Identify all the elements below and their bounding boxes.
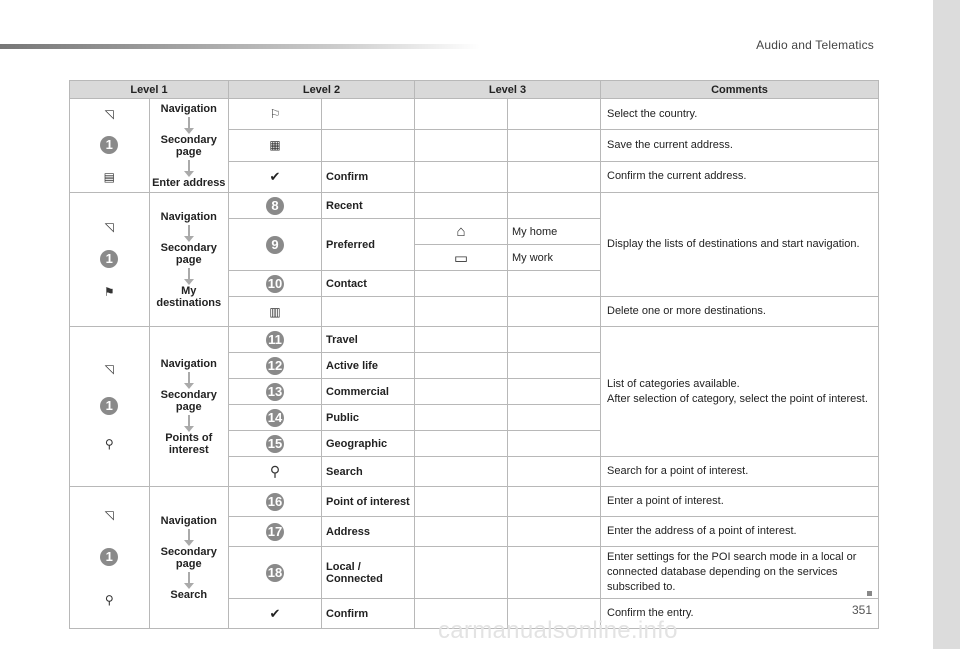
level3-icon-cell [415,327,508,353]
badge-8: 8 [266,197,284,215]
badge-13: 13 [267,383,283,399]
badge-16: 16 [267,493,283,509]
level2-badge-cell [229,193,322,219]
level3-icon-cell [415,245,508,271]
level1-secondary-label: Secondary page [160,241,217,266]
arrow-down-icon [188,268,190,280]
level1-points-of-interest-label: Points of interest [165,431,213,456]
page-edge-sidebar [933,0,960,649]
comment-cell: Confirm the entry. [601,599,879,629]
comment-cell: Search for a point of interest. [601,457,879,487]
level1-path-cell [149,327,229,487]
briefcase-icon: ▭ [453,249,469,267]
level3-label-cell [508,353,601,379]
comment-cell: Enter settings for the POI search mode in a local or connected database depending on the services subscribed to. [601,547,879,599]
comment-cell: Display the lists of destinations and start navigation. [601,193,879,297]
level2-badge-cell [229,517,322,547]
level2-recent-label: Recent [322,193,415,219]
badge-10: 10 [267,275,283,291]
arrow-down-icon [188,117,190,129]
level2-local-connected-label: Local / Connected [322,547,415,599]
search-abc-icon: ⚲ [104,593,114,608]
level2-badge-cell [229,379,322,405]
level2-contact-label: Contact [322,271,415,297]
level3-icon-cell [415,193,508,219]
level3-label-cell [508,487,601,517]
level2-badge-cell [229,487,322,517]
badge-17: 17 [267,523,283,539]
level1-navigation-label: Navigation [160,102,217,115]
level3-icon-cell [415,431,508,457]
table-row [70,327,879,353]
level2-label-cell [322,297,415,327]
level2-label-cell [322,99,415,130]
level3-label-cell [508,271,601,297]
header-level3: Level 3 [415,81,601,99]
level2-badge-cell [229,327,322,353]
table-row [70,193,879,219]
arrow-down-icon [188,529,190,541]
level1-secondary-label: Secondary page [160,133,217,158]
header-comments: Comments [601,81,879,99]
comment-cell: Enter the address of a point of interest. [601,517,879,547]
home-icon: ⌂ [456,223,466,240]
level2-icon-cell [229,297,322,327]
arrow-down-icon [188,572,190,584]
level1-my-destinations-label: My destinations [156,284,222,309]
level1-enter-address-label: Enter address [152,176,226,189]
navigation-menu-table [69,80,879,629]
level1-icons-cell [70,487,150,629]
arrow-down-icon [188,415,190,427]
page-corner-marker [867,591,872,596]
level1-icons-cell [70,327,150,487]
badge-1: 1 [100,397,118,415]
level3-icon-cell [415,271,508,297]
level2-badge-cell [229,353,322,379]
level3-icon-cell [415,297,508,327]
address-icon: ▤ [103,170,115,185]
level2-confirm-label: Confirm [322,161,415,192]
level1-icons-cell [70,99,150,193]
level3-icon-cell [415,405,508,431]
level2-address-label: Address [322,517,415,547]
country-flag-icon: ⚐ [269,107,281,122]
level2-badge-cell [229,547,322,599]
level2-icon-cell [229,457,322,487]
destinations-flag-icon: ⚑ [103,285,115,300]
table-header-row [70,81,879,99]
badge-11: 11 [266,331,284,349]
level3-label-cell [508,327,601,353]
level1-navigation-label: Navigation [160,514,217,527]
level3-icon-cell [415,219,508,245]
level2-icon-cell [229,599,322,629]
comment-cell: Confirm the current address. [601,161,879,192]
level3-label-cell [508,547,601,599]
level2-travel-label: Travel [322,327,415,353]
level2-preferred-label: Preferred [322,219,415,271]
table-row [70,487,879,517]
level3-label-cell [508,99,601,130]
badge-1: 1 [100,548,118,566]
header-level1: Level 1 [70,81,229,99]
navigation-icon: ◹ [104,362,114,377]
check-icon: ✔ [269,168,281,184]
check-icon: ✔ [269,605,281,621]
level3-icon-cell [415,353,508,379]
level3-label-cell [508,161,601,192]
level3-icon-cell [415,130,508,161]
watermark-text: carmanualsonline.info [438,617,678,644]
arrow-down-icon [188,160,190,172]
level2-public-label: Public [322,405,415,431]
level3-label-cell [508,297,601,327]
level2-search-label: Search [322,457,415,487]
level1-navigation-label: Navigation [160,210,217,223]
page-header-title: Audio and Telematics [756,38,874,52]
level3-label-cell [508,193,601,219]
page-number: 351 [851,603,872,617]
level2-badge-cell [229,271,322,297]
level1-icons-cell [70,193,150,327]
badge-15: 15 [267,435,283,451]
badge-14: 14 [267,409,283,425]
level3-icon-cell [415,99,508,130]
level3-icon-cell [415,517,508,547]
header-gradient-bar [0,44,480,49]
poi-icon: ⚲ [104,436,114,451]
navigation-icon: ◹ [104,106,114,121]
level3-label-cell [508,405,601,431]
level1-path-cell [149,487,229,629]
level3-icon-cell [415,457,508,487]
arrow-down-icon [188,372,190,384]
level2-active-life-label: Active life [322,353,415,379]
level3-icon-cell [415,379,508,405]
level3-label-cell [508,379,601,405]
badge-1: 1 [100,136,118,154]
level2-label-cell [322,130,415,161]
trash-icon: ▥ [269,304,281,319]
comment-cell [601,327,879,457]
level1-path-cell [149,193,229,327]
level3-label-cell [508,457,601,487]
level2-point-of-interest-label: Point of interest [322,487,415,517]
arrow-down-icon [188,225,190,237]
badge-1: 1 [100,250,118,268]
level3-label-cell [508,517,601,547]
header-level2: Level 2 [229,81,415,99]
navigation-icon: ◹ [104,219,114,234]
level3-label-cell [508,130,601,161]
navigation-icon: ◹ [104,507,114,522]
level1-search-label: Search [170,588,208,601]
level2-commercial-label: Commercial [322,379,415,405]
comment-line: List of categories available. [607,377,740,390]
level3-my-home-label: My home [508,219,601,245]
level2-icon-cell [229,161,322,192]
level1-path-cell [149,99,229,193]
level2-icon-cell [229,130,322,161]
level1-secondary-label: Secondary page [160,388,217,413]
level3-icon-cell [415,487,508,517]
comment-cell: Save the current address. [601,130,879,161]
level2-badge-cell [229,219,322,271]
level2-icon-cell [229,99,322,130]
badge-9: 9 [266,236,284,254]
table-row [70,99,879,130]
badge-12: 12 [267,357,283,373]
level3-icon-cell [415,547,508,599]
level1-secondary-label: Secondary page [160,545,217,570]
level2-geographic-label: Geographic [322,431,415,457]
comment-cell: Select the country. [601,99,879,130]
level1-navigation-label: Navigation [160,357,217,370]
badge-18: 18 [267,564,283,580]
level2-badge-cell [229,431,322,457]
level3-my-work-label: My work [508,245,601,271]
save-icon: ▦ [269,138,281,153]
comment-line: After selection of category, select the point of interest. [607,392,868,405]
comment-cell: Delete one or more destinations. [601,297,879,327]
search-icon: ⚲ [269,463,281,479]
comment-cell: Enter a point of interest. [601,487,879,517]
level2-badge-cell [229,405,322,431]
level2-confirm-label: Confirm [322,599,415,629]
level3-icon-cell [415,161,508,192]
level3-label-cell [508,431,601,457]
